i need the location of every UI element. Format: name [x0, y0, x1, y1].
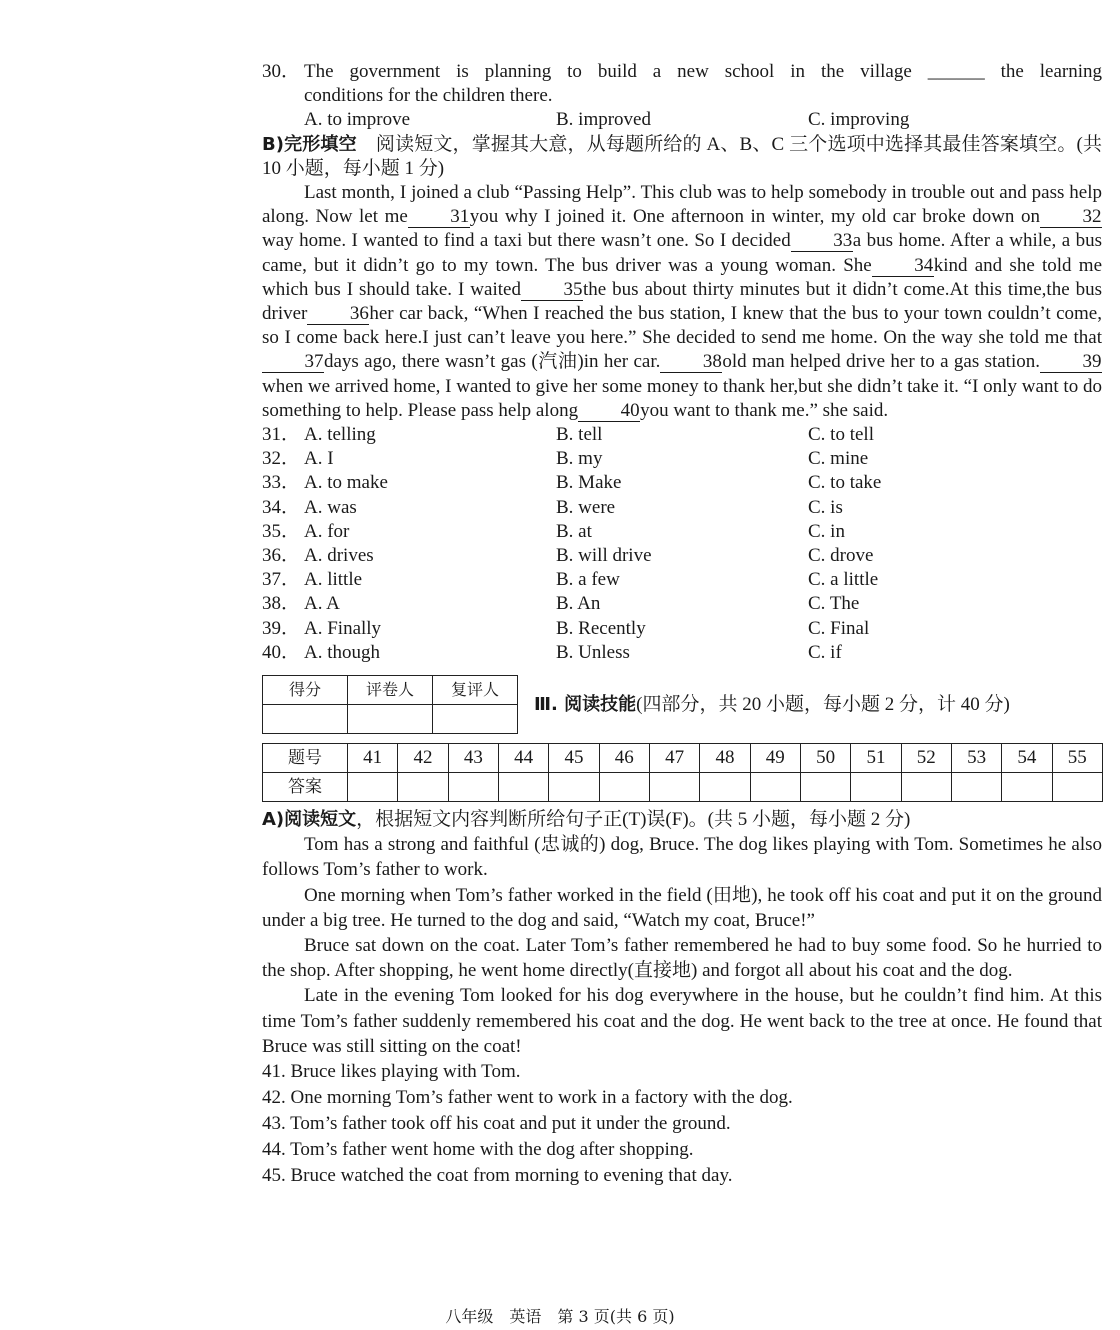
answer-cell [649, 772, 699, 801]
option-c: C. improving [808, 109, 910, 131]
cloze-question [262, 617, 1102, 641]
question-number-cell: 47 [649, 743, 699, 772]
cloze-heading-text: 阅读短文，掌握其大意，从每题所给的 A、B、C 三个选项中选择其最佳答案填空。(共 10 小题，每小题 1 分) [262, 133, 1102, 179]
option-a: A. was [304, 496, 357, 518]
cloze-heading [262, 133, 1102, 181]
answer-table-numbers-row [263, 743, 1103, 772]
cloze-question [262, 568, 1102, 592]
question-number: 35． [262, 520, 301, 542]
reading-statement: 45. Bruce watched the coat from morning to evening that day. [262, 1164, 733, 1186]
passage-text: kind and she told me which bus I should take. I waited [262, 254, 1103, 300]
question-number-cell: 46 [599, 743, 649, 772]
reading-paragraph: Tom has a strong and faithful (忠诚的) dog, Bruce. The dog likes playing with Tom. Sometimes he also follows Tom’s father to work. [262, 834, 1102, 881]
reading-statement: 42. One morning Tom’s father went to work in a factory with the dog. [262, 1086, 793, 1108]
question-number: 30． [262, 61, 301, 82]
question-text-cont: conditions for the children there. [304, 85, 553, 107]
score-area [262, 675, 1102, 743]
question-number-cell: 45 [549, 743, 599, 772]
cloze-question [262, 641, 1102, 665]
reading-a-passage [262, 832, 1102, 1059]
cloze-question [262, 496, 1102, 520]
cloze-question [262, 544, 1102, 568]
reading-paragraph: One morning when Tom’s father worked in the field (田地), he took off his coat and put it on the ground under a big tree. He turned to the dog and said, “Watch my coat, Bruce!” [262, 884, 1102, 931]
question-number: 39． [262, 617, 301, 639]
cloze-options [262, 423, 1102, 665]
reading-statement: 41. Bruce likes playing with Tom. [262, 1060, 521, 1082]
answer-cell [700, 772, 750, 801]
option-a: A. to improve [304, 109, 411, 131]
reading-statement: 43. Tom’s father took off his coat and put it under the ground. [262, 1112, 731, 1134]
question-30-options [262, 108, 1102, 132]
reviewer-header: 复评人 [433, 675, 518, 704]
cloze-blank: 35 [521, 280, 583, 301]
cloze-blank: 33 [791, 231, 853, 252]
question-number: 40． [262, 641, 301, 663]
option-b: B. tell [556, 424, 603, 446]
answer-cell [951, 772, 1001, 801]
option-b: B. were [556, 496, 616, 518]
reading-a-heading [262, 808, 1102, 832]
exam-page [262, 60, 1102, 1189]
question-number-cell: 51 [851, 743, 901, 772]
grader-header: 评卷人 [348, 675, 433, 704]
option-a: A. little [304, 569, 363, 591]
answer-label: 答案 [263, 772, 348, 801]
passage-text: a bus home. After a while, a bus came, but it didn’t go to my town. The bus driver was a young woman. She [262, 230, 1102, 276]
option-a: A. Finally [304, 617, 382, 639]
option-c: C. Final [808, 617, 870, 639]
cloze-question [262, 592, 1102, 616]
page-footer: 八年级 英语 第 3 页(共 6 页) [445, 1307, 675, 1326]
option-b: B. my [556, 448, 603, 470]
question-number: 31． [262, 424, 301, 446]
cloze-question [262, 520, 1102, 544]
question-number: 34． [262, 496, 301, 518]
reading-paragraph: Bruce sat down on the coat. Later Tom’s father remembered he had to buy some food. So he hurried to the shop. After shopping, he went home directly(直接地) and forgot all about his coat and the dog. [262, 934, 1102, 982]
cloze-question [262, 471, 1102, 495]
answer-cell [901, 772, 951, 801]
question-number: 37． [262, 569, 301, 591]
reading-statement: 44. Tom’s father went home with the dog after shopping. [262, 1138, 694, 1160]
option-a: A. for [304, 520, 350, 542]
option-c: C. in [808, 520, 845, 542]
question-number: 38． [262, 593, 301, 615]
question-number: 33． [262, 472, 301, 494]
cloze-passage [262, 181, 1102, 423]
question-number-cell: 42 [398, 743, 448, 772]
cloze-question [262, 423, 1102, 447]
reading-a-statements [262, 1059, 1102, 1189]
answer-cell [1002, 772, 1052, 801]
option-c: C. The [808, 593, 860, 615]
question-number-cell: 44 [498, 743, 548, 772]
answer-cell [498, 772, 548, 801]
number-label: 题号 [263, 743, 348, 772]
passage-text: her car back, “When I reached the bus station, I knew that the bus to your town couldn’t come, so I come back here.I just can’t leave you here.” She decided to send me home. On the way she told me that [262, 303, 1102, 349]
option-b: B. Unless [556, 641, 630, 663]
cloze-question [262, 447, 1102, 471]
question-text: The government is planning to build a new school in the village ______ the learning [304, 61, 1102, 82]
option-a: A. though [304, 641, 380, 663]
cloze-blank: 38 [660, 352, 722, 373]
answer-cell [549, 772, 599, 801]
answer-cell [750, 772, 800, 801]
question-number-cell: 54 [1002, 743, 1052, 772]
cloze-blank: 34 [872, 256, 934, 277]
cloze-blank: 31 [408, 207, 470, 228]
option-a: A. telling [304, 424, 376, 446]
answer-cell [398, 772, 448, 801]
part3-note: (四部分，共 20 小题，每小题 2 分，计 40 分) [636, 693, 1010, 715]
option-b: B. improved [556, 109, 651, 131]
option-c: C. mine [808, 448, 869, 470]
question-number-cell: 43 [448, 743, 498, 772]
passage-text: way home. I wanted to find a taxi but there wasn’t one. So I decided [262, 230, 791, 252]
option-b: B. Make [556, 472, 622, 494]
question-number-cell: 41 [348, 743, 398, 772]
option-c: C. if [808, 641, 842, 663]
answer-cell [1052, 772, 1102, 801]
option-b: B. at [556, 520, 592, 542]
option-b: B. Recently [556, 617, 646, 639]
option-a: A. A [304, 593, 340, 615]
passage-text: you why I joined it. One afternoon in winter, my old car broke down on [469, 206, 1040, 228]
passage-text: old man helped drive her to a gas station. [722, 351, 1040, 373]
cloze-blank: 36 [307, 304, 369, 325]
passage-text: Last month, I joined a club “Passing Help”. This club was to help somebody in trouble out and pass help along. Now let me [262, 182, 1102, 228]
reviewer-cell [433, 704, 518, 733]
score-table [262, 675, 518, 734]
answer-cell [599, 772, 649, 801]
question-30 [262, 60, 1102, 133]
question-number-cell: 50 [800, 743, 850, 772]
option-b: B. will drive [556, 544, 652, 566]
reading-a-heading-bold: A)阅读短文 [262, 808, 357, 830]
answer-cell [800, 772, 850, 801]
question-number-cell: 48 [700, 743, 750, 772]
reading-paragraph: Late in the evening Tom looked for his dog everywhere in the house, but he couldn’t find him. At this time Tom’s father suddenly remembered his coat and the dog. He went back to the tree at once. He found that Bruce was still sitting on the coat! [262, 985, 1102, 1057]
cloze-blank: 32 [1040, 207, 1102, 228]
cloze-blank: 37 [262, 352, 324, 373]
answer-cell [448, 772, 498, 801]
passage-text: days ago, there wasn’t gas (汽油)in her car. [324, 351, 661, 373]
grader-cell [348, 704, 433, 733]
option-c: C. to take [808, 472, 882, 494]
question-number-cell: 49 [750, 743, 800, 772]
cloze-blank: 39 [1040, 352, 1102, 373]
score-cell [263, 704, 348, 733]
option-c: C. a little [808, 569, 879, 591]
option-a: A. I [304, 448, 334, 470]
answer-table-answers-row [263, 772, 1103, 801]
part3-heading [534, 693, 1010, 717]
cloze-heading-bold: B)完形填空 [262, 133, 357, 155]
question-number: 36． [262, 544, 301, 566]
question-number-cell: 53 [951, 743, 1001, 772]
answer-table [262, 743, 1103, 802]
question-number-cell: 55 [1052, 743, 1102, 772]
option-a: A. to make [304, 472, 388, 494]
option-b: B. a few [556, 569, 620, 591]
answer-cell [851, 772, 901, 801]
cloze-blank: 40 [578, 401, 640, 422]
option-c: C. drove [808, 544, 874, 566]
option-b: B. An [556, 593, 601, 615]
question-number-cell: 52 [901, 743, 951, 772]
reading-a-heading-text: ，根据短文内容判断所给句子正(T)误(F)。(共 5 小题，每小题 2 分) [356, 808, 911, 830]
option-c: C. to tell [808, 424, 874, 446]
part3-title: Ⅲ. 阅读技能 [534, 693, 637, 715]
option-c: C. is [808, 496, 843, 518]
option-a: A. drives [304, 544, 374, 566]
question-number: 32． [262, 448, 301, 470]
passage-text: you want to thank me.” she said. [640, 399, 889, 421]
passage-text: the bus about thirty minutes but it didn’t come.At this time,the bus driver [262, 278, 1102, 325]
answer-cell [348, 772, 398, 801]
score-header: 得分 [263, 675, 348, 704]
passage-text: when we arrived home, I wanted to give her some money to thank her,but she didn’t take it. “I only want to do something to help. Please pass help along [262, 375, 1102, 421]
